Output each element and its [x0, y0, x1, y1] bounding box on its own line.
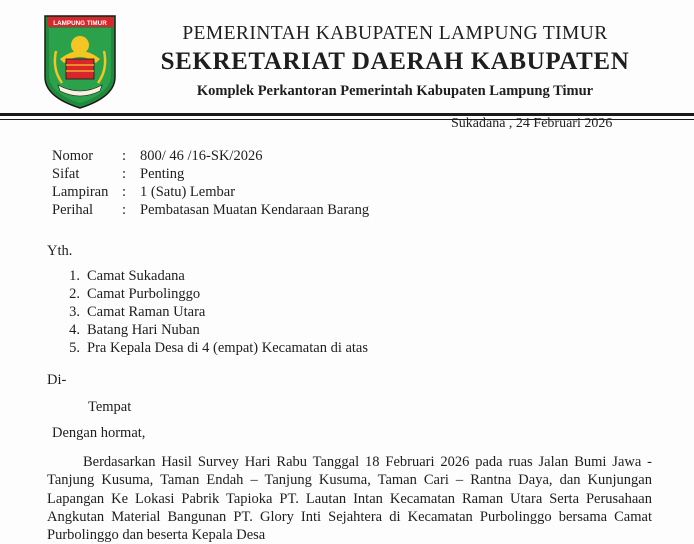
meta-separator: :: [122, 202, 127, 218]
letter-date: Sukadana , 24 Februari 2026: [451, 116, 613, 131]
meta-value-sifat: Penting: [140, 166, 185, 182]
list-item-number: 4.: [69, 322, 80, 338]
body-paragraph-text: Berdasarkan Hasil Survey Hari Rabu Tanggal 18 Februari 2026 pada ruas Jalan Bumi Jawa - Tanjung Kusuma, Taman Endah – Tanjung Kusuma, Taman Cari – Rantna Daya, dan Kunjungan Lapangan Ke Lokasi Pabrik Tapioka PT. Lautan Intan Kecamatan Raman Utara Serta Perusahaan Angkutan Material Bangunan PT. Glory Inti Sejahtera di Kecamatan Purbolinggo bersama Camat Purbolinggo dan beserta Kepala Desa: [47, 454, 652, 544]
place-prefix: Di-: [47, 372, 67, 388]
meta-value-nomor: 800/ 46 /16-SK/2026: [140, 148, 263, 164]
greeting: Dengan hormat,: [52, 425, 146, 441]
svg-text:LAMPUNG TIMUR: LAMPUNG TIMUR: [53, 20, 107, 27]
salutation: Yth.: [47, 243, 73, 259]
meta-value-lampiran: 1 (Satu) Lembar: [140, 184, 236, 200]
meta-separator: :: [122, 184, 127, 200]
place: Tempat: [88, 399, 132, 415]
meta-label-nomor: Nomor: [52, 148, 94, 164]
meta-value-perihal: Pembatasan Muatan Kendaraan Barang: [140, 202, 370, 218]
lampung-timur-coat-of-arms-logo: [42, 13, 118, 110]
list-item: Camat Sukadana: [87, 268, 185, 284]
meta-label-perihal: Perihal: [52, 202, 94, 218]
meta-separator: :: [122, 166, 127, 182]
list-item: Camat Raman Utara: [87, 304, 206, 320]
list-item-number: 1.: [69, 268, 80, 284]
letterhead-government-name: PEMERINTAH KABUPATEN LAMPUNG TIMUR: [182, 23, 608, 44]
list-item: Batang Hari Nuban: [87, 322, 200, 338]
list-item-number: 2.: [69, 286, 80, 302]
list-item: Camat Purbolinggo: [87, 286, 201, 302]
list-item-number: 5.: [69, 340, 80, 356]
list-item: Pra Kepala Desa di 4 (empat) Kecamatan di atas: [87, 340, 369, 356]
meta-label-lampiran: Lampiran: [52, 184, 109, 200]
meta-label-sifat: Sifat: [52, 166, 80, 182]
meta-separator: :: [122, 148, 127, 164]
body-paragraph: [47, 453, 652, 544]
list-item-number: 3.: [69, 304, 80, 320]
letterhead-office-name: SEKRETARIAT DAERAH KABUPATEN: [160, 48, 630, 75]
letterhead-address: Komplek Perkantoran Pemerintah Kabupaten Lampung Timur: [196, 83, 594, 99]
